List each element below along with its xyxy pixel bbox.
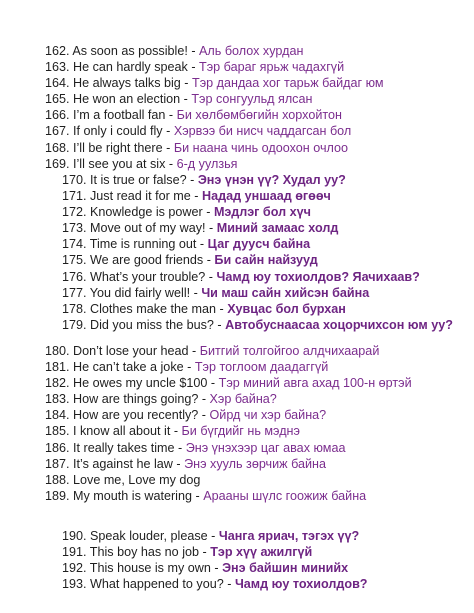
phrase-group-162-169 [45, 43, 384, 172]
phrase-line [62, 252, 453, 268]
mongolian-translation: Надад уншаад өгөөч [202, 189, 331, 204]
phrase-separator: - [186, 173, 198, 187]
mongolian-translation: Энэ хууль зөрчиж байна [184, 456, 326, 471]
mongolian-translation: Мэдлэг бол хүч [213, 205, 311, 220]
english-phrase: 186. It really takes time [45, 440, 175, 455]
english-phrase: 171. Just read it for me [62, 189, 191, 204]
english-phrase: 188. Love me, Love my dog [45, 472, 201, 487]
phrase-line [62, 301, 453, 317]
english-phrase: 183. How are things going? [45, 392, 199, 407]
english-phrase: 189. My mouth is watering [45, 488, 192, 503]
english-phrase: 169. I’ll see you at six [45, 156, 166, 171]
english-phrase: 182. He owes my uncle $100 [45, 376, 208, 391]
phrase-line [45, 123, 384, 139]
phrase-line [45, 407, 412, 423]
phrase-separator: - [180, 76, 193, 91]
phrase-separator: - [205, 221, 217, 236]
english-phrase: 173. Move out of my way! [62, 221, 206, 236]
phrase-separator: - [180, 92, 192, 107]
phrase-separator: - [198, 392, 210, 407]
phrase-group-190-193 [62, 528, 368, 592]
phrase-group-180-189 [45, 343, 412, 504]
phrase-line [62, 188, 453, 204]
phrase-separator: - [190, 285, 202, 300]
phrase-separator: - [187, 60, 200, 75]
phrase-line [45, 107, 384, 123]
phrase-separator: - [198, 408, 210, 423]
mongolian-translation: Тэр бараг ярьж чадахгүй [199, 60, 345, 75]
phrase-line [45, 359, 412, 375]
phrase-line [62, 544, 368, 560]
phrase-separator: - [172, 456, 185, 471]
mongolian-translation: Аль болох хурдан [199, 44, 304, 58]
phrase-separator: - [205, 269, 217, 284]
english-phrase: 193. What happened to you? [62, 577, 224, 592]
phrase-line [45, 440, 412, 456]
phrase-line [45, 456, 412, 472]
mongolian-translation: Хэр байна? [209, 392, 277, 407]
mongolian-translation: Миний замаас холд [216, 221, 339, 236]
english-phrase: 192. This house is my own [62, 561, 211, 576]
mongolian-translation: Цаг дууcч байна [207, 237, 311, 252]
mongolian-translation: Тэр хүү ажилгүй [210, 545, 313, 560]
phrase-line [62, 285, 453, 301]
phrase-line [45, 488, 412, 504]
phrase-separator: - [187, 44, 200, 58]
phrase-separator: - [165, 108, 177, 123]
phrase-separator: - [207, 529, 219, 543]
english-phrase: 178. Clothes make the man [62, 301, 217, 316]
english-phrase: 162. As soon as possible! [45, 44, 188, 58]
phrase-separator: - [210, 561, 223, 576]
mongolian-translation: Хэрвээ би нисч чаддагсан бол [173, 124, 352, 139]
phrase-line [45, 423, 412, 439]
english-phrase: 175. We are good friends [62, 253, 204, 268]
mongolian-translation: Чанга яриач, тэгэх үү? [218, 529, 360, 543]
mongolian-translation: Чамд юу тохиолдов? [234, 577, 368, 592]
phrase-separator: - [192, 488, 204, 503]
phrase-line [45, 91, 384, 107]
phrase-line [62, 269, 453, 285]
english-phrase: 166. I’m a football fan [45, 108, 166, 123]
english-phrase: 179. Did you miss the bus? [62, 317, 214, 332]
mongolian-translation: Чамд юу тохиолдов? Яачихаав? [216, 269, 420, 284]
phrase-line [45, 391, 412, 407]
english-phrase: 187. It’s against he law [45, 456, 173, 471]
english-phrase: 190. Speak louder, please [62, 529, 208, 543]
english-phrase: 180. Don’t lose your head [45, 344, 189, 358]
english-phrase: 172. Knowledge is power [62, 205, 203, 220]
phrase-separator: - [183, 360, 195, 375]
phrase-separator: - [203, 253, 215, 268]
phrase-line [45, 375, 412, 391]
phrase-line [45, 472, 412, 488]
phrase-line [62, 172, 453, 188]
mongolian-translation: Чи маш сайн хийсэн байна [201, 285, 370, 300]
phrase-separator: - [213, 317, 226, 332]
phrase-separator: - [188, 344, 200, 358]
phrase-line [45, 59, 384, 75]
phrase-separator: - [174, 440, 186, 455]
phrase-line [62, 576, 368, 592]
phrase-separator: - [162, 140, 174, 155]
english-phrase: 181. He can’t take a joke [45, 360, 184, 375]
phrase-line [45, 43, 384, 59]
english-phrase: 191. This boy has no job [62, 545, 199, 560]
mongolian-translation: Би бүгдийг нь мэднэ [181, 424, 300, 439]
mongolian-translation: Тэр миний авга ахад 100-н өртэй [218, 376, 412, 391]
mongolian-translation: Арааны шүлс гоожиж байна [203, 488, 367, 503]
phrase-line [62, 220, 453, 236]
english-phrase: 176. What’s your trouble? [62, 269, 206, 284]
english-phrase: 170. It is true or false? [62, 173, 187, 187]
phrase-line [45, 140, 384, 156]
mongolian-translation: Тэр тоглоом даадаггүй [194, 360, 329, 375]
mongolian-translation: Энэ байшин минийх [222, 561, 349, 576]
phrase-separator: - [196, 237, 208, 252]
mongolian-translation: 6-д уулзья [176, 156, 238, 171]
english-phrase: 164. He always talks big [45, 76, 181, 91]
phrase-separator: - [202, 205, 214, 220]
mongolian-translation: Автобуснаасаа хоцорчихсон юм уу? [225, 317, 453, 332]
phrase-separator: - [165, 156, 177, 171]
phrase-line [45, 75, 384, 91]
phrase-separator: - [170, 424, 182, 439]
english-phrase: 174. Time is running out [62, 237, 197, 252]
mongolian-translation: Тэр дандаа хог тарьж байдаг юм [192, 76, 384, 91]
phrase-separator: - [199, 545, 211, 560]
mongolian-translation: Ойрд чи хэр байна? [209, 408, 327, 423]
phrase-separator: - [162, 124, 174, 139]
phrase-line [45, 343, 412, 359]
english-phrase: 177. You did fairly well! [62, 285, 191, 300]
phrase-line [62, 317, 453, 333]
phrase-separator: - [223, 577, 235, 592]
english-phrase: 168. I’ll be right there [45, 140, 163, 155]
mongolian-translation: Би наана чинь одоохон очлоо [173, 140, 349, 155]
phrase-line [62, 560, 368, 576]
mongolian-translation: Хувцас бол бурхан [227, 301, 346, 316]
phrase-separator: - [207, 376, 219, 391]
phrase-line [62, 236, 453, 252]
english-phrase: 167. If only i could fly [45, 124, 163, 139]
phrase-separator: - [190, 189, 203, 204]
mongolian-translation: Би сайн найзууд [214, 253, 318, 268]
english-phrase: 185. I know all about it [45, 424, 171, 439]
phrase-line [45, 156, 384, 172]
phrase-line [62, 204, 453, 220]
mongolian-translation: Энэ үнэн үү? Худал уу? [197, 173, 346, 187]
mongolian-translation: Би хөлбөмбөгийн хорхойтон [176, 108, 342, 123]
mongolian-translation: Энэ үнэхээр цаг авах юмаа [185, 440, 346, 455]
phrase-separator: - [216, 301, 228, 316]
phrase-group-170-179 [62, 172, 453, 333]
phrase-line [62, 528, 368, 544]
english-phrase: 163. He can hardly speak [45, 60, 188, 75]
mongolian-translation: Тэр сонгуульд ялсан [191, 92, 313, 107]
mongolian-translation: Битгий толгойгоо алдчихаарай [199, 344, 380, 358]
english-phrase: 184. How are you recently? [45, 408, 199, 423]
english-phrase: 165. He won an election [45, 92, 181, 107]
